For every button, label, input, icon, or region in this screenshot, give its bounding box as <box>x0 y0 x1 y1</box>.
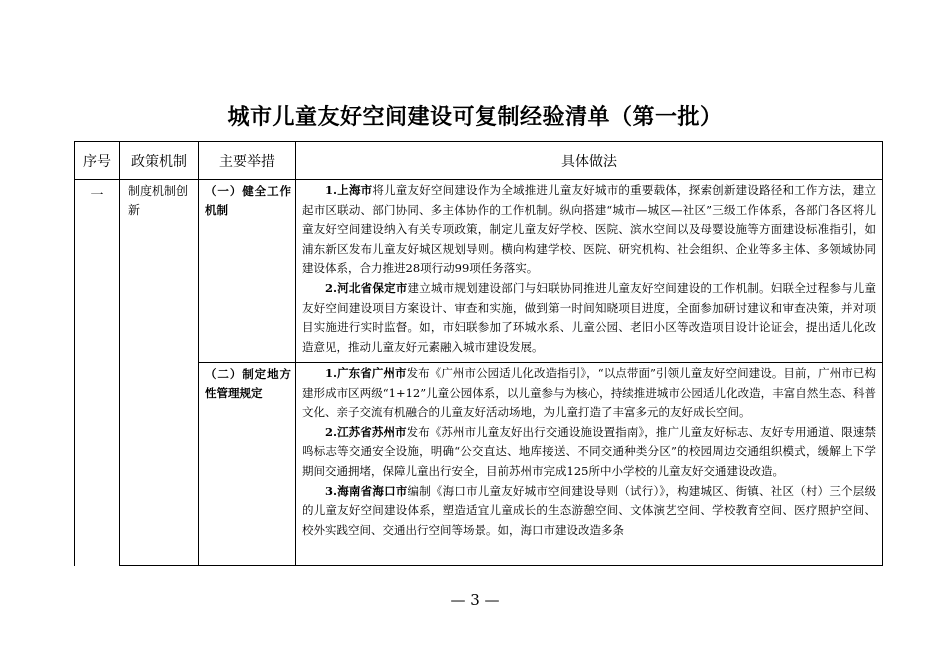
location-label: 1.广东省广州市 <box>325 366 407 380</box>
header-measure: 主要举措 <box>199 142 296 180</box>
practice-cell <box>296 363 883 566</box>
location-label: 2.江苏省苏州市 <box>325 424 407 439</box>
header-mechanism: 政策机制 <box>120 142 199 180</box>
practice-paragraph <box>302 364 876 423</box>
measure-cell: （二）制定地方性管理规定 <box>199 363 296 566</box>
practice-paragraph <box>302 423 876 482</box>
page-number: — 3 — <box>450 591 500 609</box>
practice-text: 发布《广州市公园适儿化改造指引》，“以点带面”引领儿童友好空间建设。目前，广州市已构建形成市区两级“1+12”儿童公园体系，以儿童参与为核心，持续推进城市公园适儿化改造，丰富自然生态、科普文化、亲子交流有机融合的儿童友好活动场地，为儿童打造了丰富多元的友好成长空间。 <box>302 366 876 420</box>
seq-cell: 一 <box>75 180 120 566</box>
page-title: 城市儿童友好空间建设可复制经验清单（第一批） <box>227 105 723 130</box>
mechanism-cell: 制度机制创新 <box>120 180 199 566</box>
measure-cell: （一）健全工作机制 <box>199 180 296 363</box>
practice-paragraph <box>302 482 876 541</box>
practice-text: 将儿童友好空间建设作为全域推进儿童友好城市的重要载体，探索创新建设路径和工作方法，建立起市区联动、部门协同、多主体协作的工作机制。纵向搭建“城市—城区—社区”三级工作体系，各部门各区将儿童友好空间建设纳入有关专项政策，制定儿童友好学校、医院、滨水空间以及母婴设施等方面建设标准指引，如浦东新区发布儿童友好城区规划导则。横向构建学校、医院、研究机构、社会组织、企业等多主体、多领域协同建设体系，合力推进28项行动99项任务落实。 <box>302 183 876 276</box>
location-label: 1.上海市 <box>325 183 373 197</box>
experience-table <box>74 141 883 566</box>
header-seq: 序号 <box>75 142 120 180</box>
practice-cell <box>296 180 883 363</box>
practice-text: 建立城市规划建设部门与妇联协同推进儿童友好空间建设的工作机制。妇联全过程参与儿童友好空间建设项目方案设计、审查和实施，做到第一时间知晓项目进度，全面参加研讨建议和审查决策，并对项目实施进行实时监督。如，市妇联参加了环城水系、儿童公园、老旧小区等改造项目设计论证会，提出适儿化改造意见，推动儿童友好元素融入城市建设发展。 <box>302 280 876 354</box>
location-label: 2.河北省保定市 <box>325 280 408 295</box>
practice-paragraph <box>302 181 876 279</box>
practice-text: 编制《海口市儿童友好城市空间建设导则（试行）》，构建城区、街镇、社区（村）三个层级的儿童友好空间建设体系，塑造适宜儿童成长的生态游憩空间、文体演艺空间、学校教育空间、医疗照护空间、校外实践空间、交通出行空间等场景。如，海口市建设改造多条 <box>302 483 876 537</box>
header-practice: 具体做法 <box>296 142 883 180</box>
practice-text: 发布《苏州市儿童友好出行交通设施设置指南》，推广儿童友好标志、友好专用通道、限速禁鸣标志等交通安全设施，明确“公交直达、地库接送、不同交通种类分区”的校园周边交通组织模式，缓解上下学期间交通拥堵，保障儿童出行安全，目前苏州市完成125所中小学校的儿童友好交通建设改造。 <box>302 424 876 478</box>
table-row <box>75 180 883 363</box>
location-label: 3.海南省海口市 <box>325 483 408 498</box>
practice-paragraph <box>302 279 876 357</box>
table-header-row <box>75 142 883 180</box>
